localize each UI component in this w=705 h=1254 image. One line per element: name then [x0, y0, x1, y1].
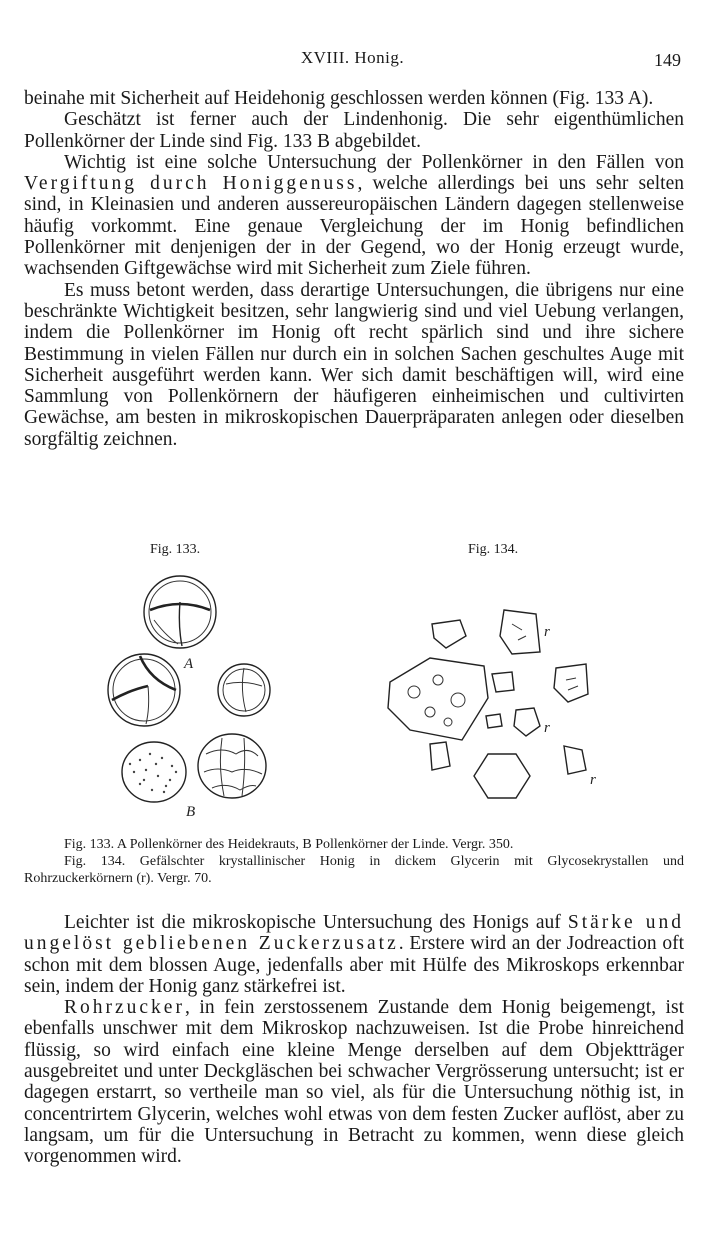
text-run: Leichter ist die mikroskopische Untersuchung des Honigs auf [64, 912, 568, 933]
crystal-fragment [432, 620, 466, 648]
text-run: Wichtig ist eine solche Untersuchung der Pollenkörner in den Fällen von [64, 151, 684, 173]
sugar-grain [554, 664, 588, 702]
emphasis-spaced: Stärke und ungelöst gebliebenen Zuckerzusatz [24, 912, 684, 955]
crystal-small [492, 672, 514, 692]
sugar-grain [500, 610, 540, 654]
sugar-grain [514, 708, 540, 736]
figure-illustrations [0, 540, 705, 830]
body-text-bottom [24, 912, 684, 1168]
fig-134-illustration [388, 610, 596, 798]
text-run: , welche allerdings bei uns sehr selten sind, in Kleinasien und anderen aussereuropäischen Ländern dagegen stellenweise häufig vorkommt. Eine genaue Vergleichung der im Honig befindlichen Pollenkörner mit denjenigen der in der Gegend, wo der Honig erzeugt wurde, wachsenden Giftgewächse wird mit Sicherheit zum Ziele führen. [24, 173, 685, 280]
fig-133-illustration [108, 576, 270, 820]
text-run: . Erstere wird an der Jodreaction oft schon mit dem blossen Auge, jedenfalls aber mit Hülfe des Mikroskops erkennbar sein, indem der Honig ganz stärkefrei ist. [24, 933, 684, 997]
emphasis-spaced: Rohrzucker [64, 997, 185, 1019]
paragraph: Es muss betont werden, dass derartige Untersuchungen, die übrigens nur eine beschränkte Wichtigkeit besitzen, sehr langwierig sind und viel Uebung verlangen, indem die Pollenkörner im Honig oft recht spärlich sind und ihre sichere Bestimmung in vielen Fällen nur durch ein in solchen Sachen geschultes Auge mit Sicherheit ausgeführt werden kann. Wer sich damit beschäftigen will, wird eine Sammlung von Pollenkörnern der häufigeren einheimischen und cultivirten Gewächse, am besten in mikroskopischen Dauerpräparaten anlegen oder dieselben sorgfältig zeichnen. [24, 279, 684, 450]
pollen-tetrad-middle [108, 654, 180, 726]
sugar-grain [564, 746, 586, 774]
pollen-tetrad-top [144, 576, 216, 648]
pollen-tetrad-right [218, 664, 270, 716]
pollen-grain-linden-right [198, 734, 266, 798]
figure-block [0, 540, 705, 830]
fig-134-label: Fig. 134. [468, 542, 519, 557]
running-head: XVIII. Honig. [300, 48, 405, 67]
crystal-fragment [430, 742, 450, 770]
glucose-crystal-large [388, 658, 488, 740]
fig-133-label: Fig. 133. [150, 542, 201, 557]
fig-134-letter-r: r [544, 624, 550, 640]
fig-133-letter-a: A [184, 656, 194, 672]
paragraph [24, 997, 684, 1167]
paragraph [24, 152, 684, 280]
caption-fig-134: Fig. 134. Gefälschter krystallinischer Honig in dickem Glycerin mit Glycosekrystallen und Rohrzuckerkörnern (r). Vergr. 70. [24, 854, 684, 886]
emphasis-spaced: Vergiftung durch Honiggenuss [24, 173, 358, 195]
paragraph [24, 912, 684, 997]
page-header [0, 48, 705, 72]
paragraph: Geschätzt ist ferner auch der Lindenhonig. Die sehr eigenthümlichen Pollenkörner der Linde sind Fig. 133 B abgebildet. [24, 109, 684, 152]
fig-134-letter-r: r [590, 772, 596, 788]
pollen-grain-linden-left [122, 742, 186, 802]
body-text-top [24, 88, 684, 450]
page-number: 149 [654, 50, 681, 70]
figure-caption [24, 836, 684, 887]
paragraph: beinahe mit Sicherheit auf Heidehonig geschlossen werden können (Fig. 133 A). [24, 88, 654, 109]
crystal-small [486, 714, 502, 728]
caption-fig-133: Fig. 133. A Pollenkörner des Heidekrauts, B Pollenkörner der Linde. Vergr. 350. [64, 837, 514, 852]
text-run: , in fein zerstossenem Zustande dem Honig beigemengt, ist ebenfalls unschwer mit dem Mikroskop nachzuweisen. Ist die Probe hinreichend flüssig, so wird einfach eine kleine Menge derselben auf dem Objektträger ausgebreitet und unter Deckgläschen bei schwacher Vergrösserung untersucht; ist er dagegen erstarrt, so vertheile man so viel, als für die Untersuchung nöthig ist, in concentrirtem Glycerin, welches wohl etwas von dem festen Zucker auflöst, aber zu langsam, um für die Untersuchung in Betracht zu kommen, wenn diese gleich vorgenommen wird. [24, 997, 684, 1168]
fig-134-letter-r: r [544, 720, 550, 736]
glucose-crystal-hexagon [474, 754, 530, 798]
fig-133-letter-b: B [186, 804, 196, 820]
